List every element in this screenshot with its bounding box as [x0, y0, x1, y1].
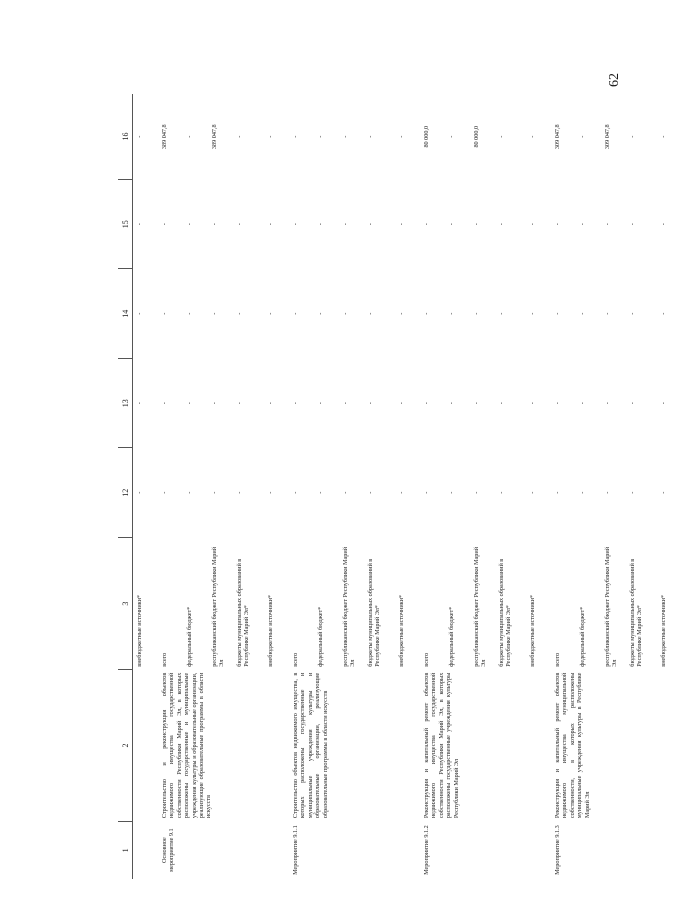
year-value-cell: - [448, 223, 455, 226]
year-value-cell: - [448, 312, 455, 315]
year-value-cell: - [211, 491, 218, 494]
funding-source-cell: федеральный бюджет* [186, 606, 193, 667]
column-header: 3 [118, 537, 133, 669]
column-number-row [118, 94, 133, 879]
year-value-cell: - [554, 491, 561, 494]
year-value-cell: - [398, 312, 405, 315]
year-value-cell: - [423, 491, 430, 494]
year-value-cell: - [186, 491, 193, 494]
year-value-cell: - [498, 491, 505, 494]
year-value-cell: - [660, 312, 667, 315]
table-row [158, 94, 183, 879]
funding-source-cell: внебюджетные источники* [529, 594, 536, 667]
year-value-cell: - [236, 402, 243, 405]
year-value-cell: - [236, 491, 243, 494]
year-value-cell: - [211, 223, 218, 226]
year-value-cell: - [267, 491, 274, 494]
year-value-cell: - [342, 312, 349, 315]
year-value-cell: - [529, 491, 536, 494]
year-value-cell: - [136, 223, 143, 226]
year-value-cell: 80 000,0 [473, 125, 480, 148]
funding-source-cell: внебюджетные источники* [136, 594, 143, 667]
funding-source-cell: всего [161, 652, 168, 667]
year-value-cell: - [423, 223, 430, 226]
year-value-cell: - [498, 135, 505, 138]
year-value-cell: - [398, 402, 405, 405]
year-value-cell: - [529, 312, 536, 315]
year-value-cell: 309 047,8 [554, 124, 561, 150]
funding-source-cell: внебюджетные источники* [267, 594, 274, 667]
year-value-cell: 389 047,8 [161, 124, 168, 150]
table-row [133, 94, 159, 879]
year-value-cell: - [317, 135, 324, 138]
year-value-cell: - [161, 491, 168, 494]
year-value-cell: - [136, 402, 143, 405]
year-value-cell: 80 000,0 [423, 125, 430, 148]
year-value-cell: - [317, 312, 324, 315]
year-value-cell: - [660, 402, 667, 405]
year-value-cell: - [292, 402, 299, 405]
year-value-cell: - [529, 402, 536, 405]
year-value-cell: - [604, 491, 611, 494]
table-row [551, 94, 576, 879]
table-body [133, 94, 682, 879]
year-value-cell: - [629, 135, 636, 138]
year-value-cell: - [236, 223, 243, 226]
event-description-cell: Реконструкция и капитальный ремонт объектов недвижимого имущества государственной собственности Республики Марий Эл, в которых расположены государственные учреждения культуры Республики Марий Эл [423, 672, 460, 819]
funding-source-cell: федеральный бюджет* [317, 606, 324, 667]
year-value-cell: - [498, 223, 505, 226]
year-value-cell: - [317, 223, 324, 226]
year-value-cell: - [186, 135, 193, 138]
year-value-cell: - [448, 402, 455, 405]
year-value-cell: - [579, 402, 586, 405]
event-description-cell [133, 670, 159, 821]
year-value-cell: - [236, 135, 243, 138]
year-value-cell: - [554, 312, 561, 315]
year-value-cell: - [423, 402, 430, 405]
column-header: 16 [118, 94, 133, 179]
year-value-cell: - [342, 223, 349, 226]
year-value-cell: - [367, 312, 374, 315]
funding-source-cell: бюджеты муниципальных образований в Республике Марий Эл* [498, 558, 513, 667]
year-value-cell: - [398, 491, 405, 494]
funding-source-cell: республиканский бюджет Республики Марий Эл [604, 546, 619, 667]
year-value-cell: - [473, 312, 480, 315]
column-header: 14 [118, 269, 133, 359]
year-value-cell: - [448, 491, 455, 494]
year-value-cell: - [498, 312, 505, 315]
year-value-cell: - [660, 135, 667, 138]
year-value-cell: - [317, 491, 324, 494]
year-value-cell: - [604, 312, 611, 315]
year-value-cell: - [367, 402, 374, 405]
year-value-cell: - [292, 312, 299, 315]
year-value-cell: - [529, 135, 536, 138]
year-value-cell: - [498, 402, 505, 405]
year-value-cell: - [186, 402, 193, 405]
year-value-cell: - [579, 135, 586, 138]
year-value-cell: - [398, 223, 405, 226]
year-value-cell: - [529, 223, 536, 226]
table-row [289, 94, 314, 879]
year-value-cell: - [604, 402, 611, 405]
year-value-cell: - [136, 312, 143, 315]
year-value-cell: - [236, 312, 243, 315]
funding-source-cell: республиканский бюджет Республики Марий Эл [473, 546, 488, 667]
year-value-cell: - [292, 135, 299, 138]
year-value-cell: - [342, 491, 349, 494]
year-value-cell: - [267, 223, 274, 226]
year-value-cell: - [604, 223, 611, 226]
event-description-cell: Строительство объектов недвижимого имущества, в которых расположены государственные и муниципальные учреждения культуры и образовательные организации, реализующие образовательные программы в области искусств [292, 672, 329, 819]
year-value-cell: - [448, 135, 455, 138]
column-header: 2 [118, 670, 133, 821]
year-value-cell: - [267, 312, 274, 315]
year-value-cell: - [292, 223, 299, 226]
year-value-cell: - [629, 491, 636, 494]
year-value-cell: - [660, 223, 667, 226]
year-value-cell: - [136, 135, 143, 138]
year-value-cell: - [629, 223, 636, 226]
event-id-cell: Мероприятие 9.1.3 [554, 825, 561, 875]
year-value-cell: - [398, 135, 405, 138]
funding-source-cell: бюджеты муниципальных образований в Республике Марий Эл* [236, 558, 251, 667]
funding-table [118, 94, 682, 879]
funding-source-cell: республиканский бюджет Республики Марий Эл [342, 546, 357, 667]
funding-source-cell: всего [292, 652, 299, 667]
year-value-cell: - [161, 223, 168, 226]
event-id-cell: Мероприятие 9.1.2 [423, 825, 430, 875]
year-value-cell: - [660, 491, 667, 494]
table-row [420, 94, 445, 879]
column-header: 15 [118, 179, 133, 269]
year-value-cell: - [629, 402, 636, 405]
column-header: 13 [118, 358, 133, 448]
year-value-cell: - [267, 135, 274, 138]
funding-source-cell: бюджеты муниципальных образований в Республике Марий Эл* [629, 558, 644, 667]
year-value-cell: - [367, 491, 374, 494]
event-description-cell: Строительство и реконструкция объектов недвижимого имущества государственной собственности Республики Марий Эл, в которых расположены государственные и муниципальные учреждения культуры и образовательные организации, реализующие образовательные программы в области искусств [161, 672, 213, 819]
year-value-cell: - [342, 135, 349, 138]
funding-source-cell: внебюджетные источники* [660, 594, 667, 667]
year-value-cell: - [161, 402, 168, 405]
year-value-cell: - [317, 402, 324, 405]
year-value-cell: - [473, 223, 480, 226]
year-value-cell: - [186, 312, 193, 315]
year-value-cell: - [554, 402, 561, 405]
year-value-cell: - [267, 402, 274, 405]
year-value-cell: - [629, 312, 636, 315]
year-value-cell: - [211, 402, 218, 405]
event-id-cell: Мероприятие 9.1.1 [292, 825, 299, 875]
page-number: 62 [607, 73, 622, 87]
column-header: 1 [118, 821, 133, 879]
funding-source-cell: всего [554, 652, 561, 667]
year-value-cell: - [473, 491, 480, 494]
funding-source-cell: всего [423, 652, 430, 667]
column-header: 12 [118, 448, 133, 538]
year-value-cell: - [161, 312, 168, 315]
year-value-cell: - [579, 223, 586, 226]
year-value-cell: - [367, 135, 374, 138]
event-id-cell [133, 821, 159, 879]
year-value-cell: - [554, 223, 561, 226]
funding-source-cell: бюджеты муниципальных образований в Республике Марий Эл* [367, 558, 382, 667]
year-value-cell: - [579, 312, 586, 315]
event-description-cell: Реконструкция и капитальный ремонт объектов недвижимого имущества муниципальной собственности, в которых расположены муниципальные учреждения культуры в Республике Марий Эл [554, 672, 591, 819]
event-id-cell: Основное мероприятие 9.1 [161, 828, 176, 872]
funding-source-cell: федеральный бюджет* [579, 606, 586, 667]
year-value-cell: - [292, 491, 299, 494]
year-value-cell: - [473, 402, 480, 405]
year-value-cell: 389 047,8 [211, 124, 218, 150]
year-value-cell: 309 047,8 [604, 124, 611, 150]
funding-source-cell: республиканский бюджет Республики Марий Эл [211, 546, 226, 667]
year-value-cell: - [423, 312, 430, 315]
year-value-cell: - [186, 223, 193, 226]
year-value-cell: - [211, 312, 218, 315]
year-value-cell: - [367, 223, 374, 226]
year-value-cell: - [136, 491, 143, 494]
funding-source-cell: федеральный бюджет* [448, 606, 455, 667]
funding-source-cell: внебюджетные источники* [398, 594, 405, 667]
year-value-cell: - [342, 402, 349, 405]
year-value-cell: - [579, 491, 586, 494]
